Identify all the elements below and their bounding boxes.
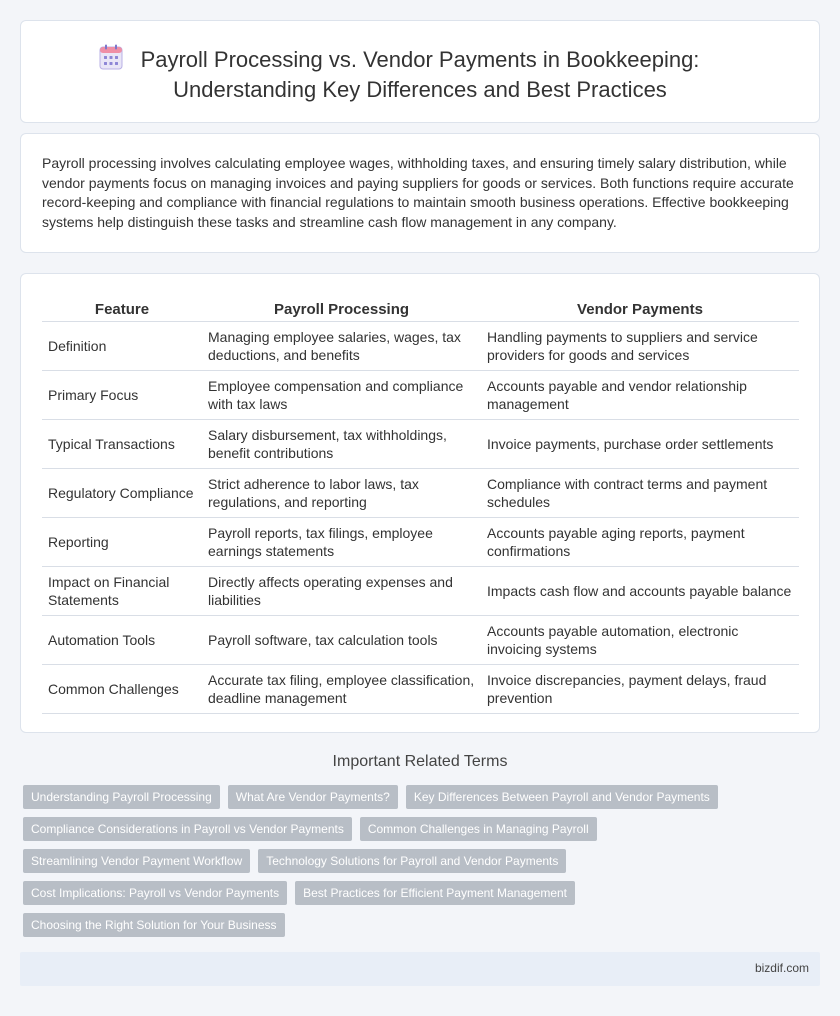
- related-term-tag[interactable]: Choosing the Right Solution for Your Business: [23, 913, 285, 937]
- cell-payroll: Directly affects operating expenses and liabilities: [202, 567, 481, 616]
- cell-vendor: Handling payments to suppliers and service providers for goods and services: [481, 322, 799, 371]
- related-term-tag[interactable]: Common Challenges in Managing Payroll: [360, 817, 597, 841]
- cell-feature: Automation Tools: [42, 616, 202, 665]
- related-terms-list: [23, 785, 803, 937]
- cell-feature: Common Challenges: [42, 665, 202, 714]
- table-row: [42, 616, 799, 665]
- cell-payroll: Salary disbursement, tax withholdings, benefit contributions: [202, 420, 481, 469]
- page-title: [21, 45, 819, 105]
- related-term-tag[interactable]: Streamlining Vendor Payment Workflow: [23, 849, 250, 873]
- header-payroll: Payroll Processing: [202, 294, 481, 322]
- cell-feature: Impact on Financial Statements: [42, 567, 202, 616]
- related-term-tag[interactable]: Key Differences Between Payroll and Vendor Payments: [406, 785, 718, 809]
- page-title-line-2: Understanding Key Differences and Best Practices: [173, 77, 667, 102]
- table-row: [42, 567, 799, 616]
- cell-payroll: Payroll reports, tax filings, employee earnings statements: [202, 518, 481, 567]
- related-term-tag[interactable]: What Are Vendor Payments?: [228, 785, 398, 809]
- cell-feature: Regulatory Compliance: [42, 469, 202, 518]
- cell-payroll: Managing employee salaries, wages, tax deductions, and benefits: [202, 322, 481, 371]
- cell-vendor: Invoice discrepancies, payment delays, fraud prevention: [481, 665, 799, 714]
- cell-feature: Typical Transactions: [42, 420, 202, 469]
- cell-payroll: Accurate tax filing, employee classification, deadline management: [202, 665, 481, 714]
- cell-payroll: Payroll software, tax calculation tools: [202, 616, 481, 665]
- cell-vendor: Invoice payments, purchase order settlements: [481, 420, 799, 469]
- cell-payroll: Employee compensation and compliance with tax laws: [202, 371, 481, 420]
- related-term-tag[interactable]: Compliance Considerations in Payroll vs Vendor Payments: [23, 817, 352, 841]
- related-term-tag[interactable]: Technology Solutions for Payroll and Vendor Payments: [258, 849, 566, 873]
- footer-site-link[interactable]: bizdif.com: [754, 961, 809, 975]
- table-row: [42, 371, 799, 420]
- intro-card: [20, 133, 820, 253]
- table-header-row: [42, 294, 799, 322]
- header-vendor: Vendor Payments: [481, 294, 799, 322]
- cell-payroll: Strict adherence to labor laws, tax regulations, and reporting: [202, 469, 481, 518]
- cell-feature: Reporting: [42, 518, 202, 567]
- header-card: [20, 20, 820, 123]
- related-term-tag[interactable]: Best Practices for Efficient Payment Management: [295, 881, 575, 905]
- cell-feature: Definition: [42, 322, 202, 371]
- related-terms-title: Important Related Terms: [332, 753, 508, 770]
- table-row: [42, 420, 799, 469]
- intro-paragraph: Payroll processing involves calculating employee wages, withholding taxes, and ensuring timely salary distribution, while vendor payments focus on managing invoices and paying suppliers for goods or services. Both functions require accurate record-keeping and compliance with financial regulations to maintain smooth business operations. Effective bookkeeping systems help distinguish these tasks and streamline cash flow management in any company.: [42, 155, 794, 230]
- related-term-tag[interactable]: Cost Implications: Payroll vs Vendor Payments: [23, 881, 287, 905]
- table-row: [42, 665, 799, 714]
- table-row: [42, 469, 799, 518]
- header-feature: Feature: [42, 294, 202, 322]
- cell-vendor: Accounts payable and vendor relationship management: [481, 371, 799, 420]
- cell-vendor: Accounts payable aging reports, payment confirmations: [481, 518, 799, 567]
- cell-vendor: Compliance with contract terms and payment schedules: [481, 469, 799, 518]
- page-title-line-1: Payroll Processing vs. Vendor Payments in Bookkeeping:: [140, 47, 700, 72]
- cell-vendor: Impacts cash flow and accounts payable balance: [481, 567, 799, 616]
- cell-feature: Primary Focus: [42, 371, 202, 420]
- table-row: [42, 322, 799, 371]
- footer: [20, 952, 820, 986]
- related-term-tag[interactable]: Understanding Payroll Processing: [23, 785, 220, 809]
- table-row: [42, 518, 799, 567]
- cell-vendor: Accounts payable automation, electronic invoicing systems: [481, 616, 799, 665]
- comparison-table: [42, 294, 799, 714]
- comparison-table-card: [20, 273, 820, 733]
